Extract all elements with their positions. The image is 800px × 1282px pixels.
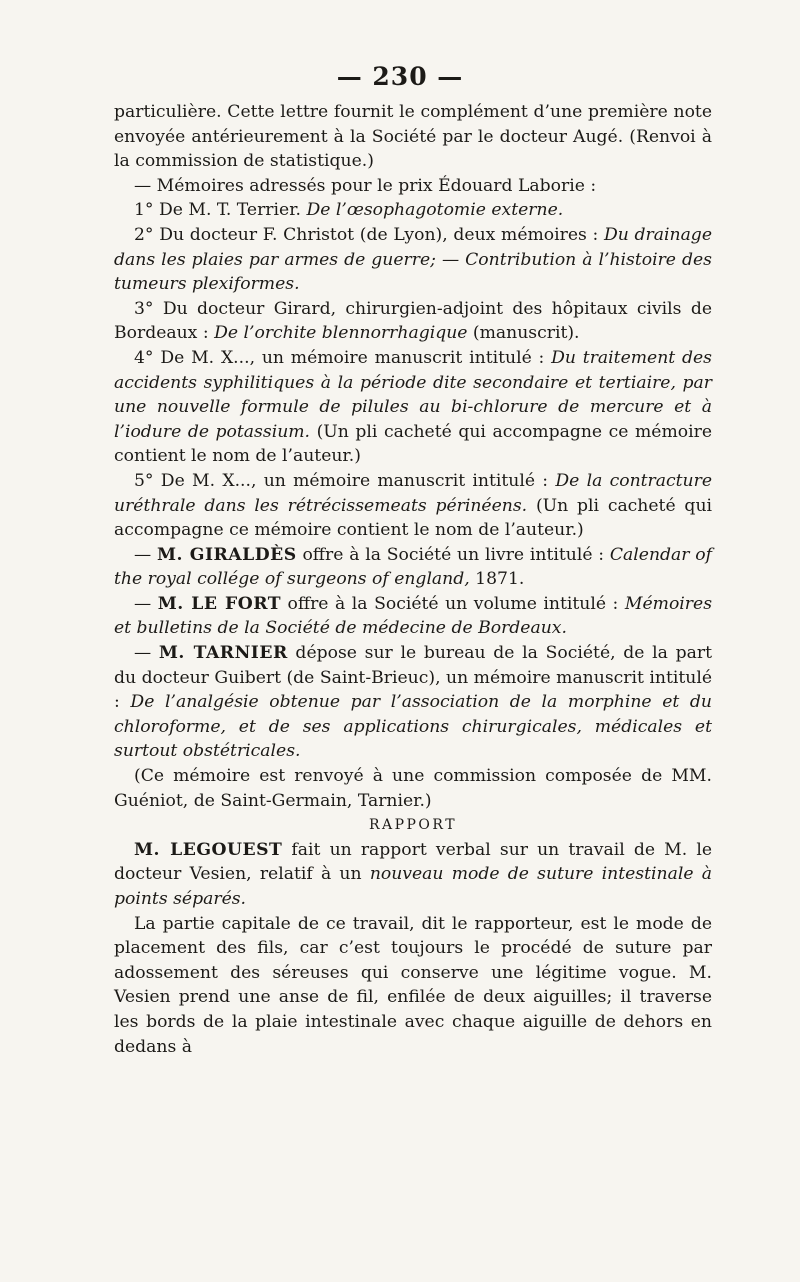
text-run: 5° De M. X..., un mémoire manuscrit intitulé : [134, 470, 556, 491]
text-run: — [134, 643, 159, 664]
paragraph-giraldes [114, 543, 712, 592]
text-run: 2° Du docteur F. Christot (de Lyon), deux mémoires : [134, 224, 604, 245]
text-run: offre à la Société un livre intitulé : [296, 544, 610, 565]
text-run: fait un rapport verbal sur un travail de M. le docteur Vesien, relatif à un [114, 839, 712, 885]
text-run: (Un pli cacheté qui accompagne ce mémoire contient le nom de l’auteur.) [114, 421, 712, 467]
section-heading: RAPPORT [368, 817, 458, 834]
paragraph-memoir-3 [114, 297, 712, 346]
text-run: 4° De M. X..., un mémoire manuscrit intitulé : [134, 347, 552, 368]
page-number: — 230 — [336, 62, 464, 91]
paragraph-report: La partie capitale de ce travail, dit le rapporteur, est le mode de placement des fils, car c’est toujours le procédé de suture par adossement des séreuses qui conserve une légitime vogue. M. Vesien prend une anse de fil, enfilée de deux aiguilles; il traverse les bords de la plaie intestinale avec chaque aiguille de dehors en dedans à [114, 913, 712, 1057]
text-run: 1871. [469, 569, 525, 590]
paragraph-prize-memoirs: — Mémoires adressés pour le prix Édouard Laborie : [134, 175, 597, 196]
book-title: Calendar of the royal collége of surgeons of england, [114, 544, 712, 590]
paragraph-legouest [114, 838, 712, 912]
memoir-title: Du traitement des accidents syphilitiques à la période dite secondaire et tertiaire, par une nouvelle formule de pilules au bi-chlorure de mercure et à l’iodure de potassium. [114, 347, 712, 442]
book-title: Mémoires et bulletins de la Société de médecine de Bordeaux. [114, 593, 713, 639]
paragraph-memoir-1 [114, 198, 712, 223]
memoir-title: De la contracture uréthrale dans les rétrécissemeats périnéens. [114, 470, 712, 516]
author-name: M. LE FORT [157, 593, 281, 614]
text-run: (Un pli cacheté qui accompagne ce mémoire contient le nom de l’auteur.) [114, 495, 713, 541]
body-text [114, 100, 712, 1059]
text-run: — [134, 593, 158, 614]
text-run: offre à la Société un volume intitulé : [281, 593, 625, 614]
paragraph-memoir-2 [114, 223, 712, 297]
text-run: dépose sur le bureau de la Société, de la part du docteur Guibert (de Saint-Brieuc), un mémoire manuscrit intitulé : [114, 643, 712, 713]
paragraph-memoir-4 [114, 346, 712, 469]
author-name: M. LEGOUEST [134, 839, 283, 860]
memoir-title: De l’analgésie obtenue par l’association de la morphine et du chloroforme, et de ses applications chirurgicales, médicales et surtout obstétricales. [114, 692, 712, 762]
text-run: 3° Du docteur Girard, chirurgien-adjoint des hôpitaux civils de Bordeaux : [114, 298, 712, 344]
paragraph-tarnier [114, 641, 712, 764]
text-run: — [134, 544, 157, 565]
memoir-title: De l’œsophagotomie externe. [306, 200, 564, 221]
paragraph-commission: (Ce mémoire est renvoyé à une commission composée de MM. Guéniot, de Saint-Germain, Tarnier.) [114, 766, 712, 811]
paragraph-le-fort [114, 592, 712, 641]
memoir-title: De l’orchite blennorrhagique [214, 323, 468, 344]
paragraph-continuation: particulière. Cette lettre fournit le complément d’une première note envoyée antérieurement à la Société par le docteur Augé. (Renvoi à la commission de statistique.) [114, 102, 712, 172]
author-name: M. GIRALDÈS [156, 544, 297, 565]
memoir-title: Du drainage dans les plaies par armes de guerre; — Contribution à l’histoire des tumeurs plexiformes. [114, 224, 712, 295]
work-title: nouveau mode de suture intestinale à points séparés. [114, 864, 712, 909]
text-run: 1° De M. T. Terrier. [134, 200, 307, 221]
paragraph-memoir-5 [114, 469, 712, 543]
author-name: M. TARNIER [158, 643, 288, 664]
text-run: (manuscrit). [467, 323, 580, 344]
